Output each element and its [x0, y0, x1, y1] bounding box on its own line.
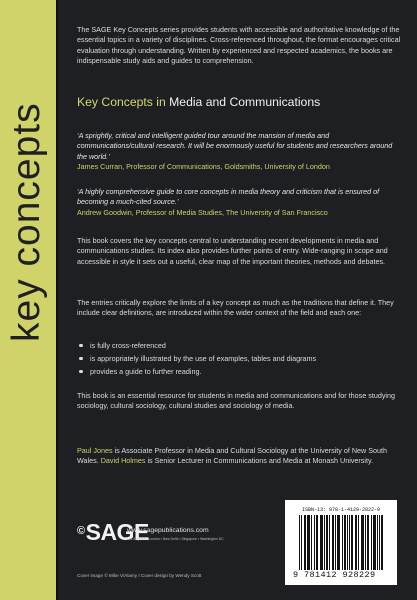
description-paragraph: The entries critically explore the limits of a key concept as much as the traditions that define it. They include clear definitions, are introduced within the wider context of the field and each one: — [77, 298, 394, 318]
description-paragraph: This book is an essential resource for students in media and communications and for those studying sociology, cultural sociology, cultural studies and sociology of media. — [77, 391, 396, 411]
description-paragraph: This book covers the key concepts central to understanding recent developments in media and communications studies. Its index also provides further points of entry. Wide-ranging in scope and accessible in style it sets out a useful, clear map of the important theories, methods and debates. — [77, 236, 388, 266]
quote-attribution: James Curran, Professor of Communications, Goldsmiths, University of London — [77, 162, 330, 172]
title-prefix: Key Concepts in — [77, 95, 166, 109]
quote-attribution: Andrew Goodwin, Professor of Media Studies, The University of San Francisco — [77, 207, 328, 217]
series-label: key concepts — [5, 102, 48, 342]
feature-list — [77, 339, 403, 378]
series-intro: The SAGE Key Concepts series provides students with accessible and authoritative knowledge of the essential topics in a variety of disciplines. Cross-referenced throughout, the format encourages critical evaluation through understanding. Written by experienced and respected academics, the books are indispensable study aids and guides to comprehension. — [77, 25, 401, 66]
review-quote — [77, 187, 403, 218]
quote-text: ‘A highly comprehensive guide to core concepts in media theory and criticism that is ensured of becoming a much-cited source.’ — [77, 187, 380, 207]
sage-logo-mark: © — [77, 525, 85, 537]
spine-divider — [56, 0, 58, 600]
quote-text: ‘A sprightly, critical and intelligent guided tour around the mansion of media and communications/cultural research. It will be enormously useful for students and researchers around the world.’ — [77, 131, 393, 161]
book-title — [77, 95, 403, 109]
list-item: is appropriately illustrated by the use of examples, tables and diagrams — [77, 352, 403, 365]
title-main: Media and Communications — [169, 95, 321, 109]
barcode-panel — [285, 500, 397, 585]
author-name: David Holmes — [100, 456, 146, 466]
spine-band — [0, 0, 56, 600]
review-quote — [77, 131, 403, 173]
list-item: is fully cross-referenced — [77, 339, 403, 352]
barcode-icon — [299, 515, 383, 570]
author-bio: is Associate Professor in Media and Cultural Sociology at the University of New South Wales. — [77, 446, 388, 466]
author-bio: is Senior Lecturer in Communications and Media at Monash University. — [145, 456, 374, 466]
author-name: Paul Jones — [77, 446, 113, 455]
list-item: provides a guide to further reading. — [77, 365, 403, 378]
cover-credit: Cover image © Mike V/Alamy I Cover design by Wendy Scott — [77, 573, 202, 578]
publisher-cities: Los Angeles • London • New Delhi • Singapore • Washington DC — [127, 537, 224, 541]
publisher-website[interactable]: www.sagepublications.com — [127, 527, 209, 534]
isbn-label: ISBN-13: 978-1-4129-2822-9 — [301, 507, 380, 513]
sage-logo-text: SAGE — [85, 519, 149, 545]
barcode-digits: 9 781412 928229 — [293, 570, 376, 580]
author-bios — [77, 446, 403, 467]
